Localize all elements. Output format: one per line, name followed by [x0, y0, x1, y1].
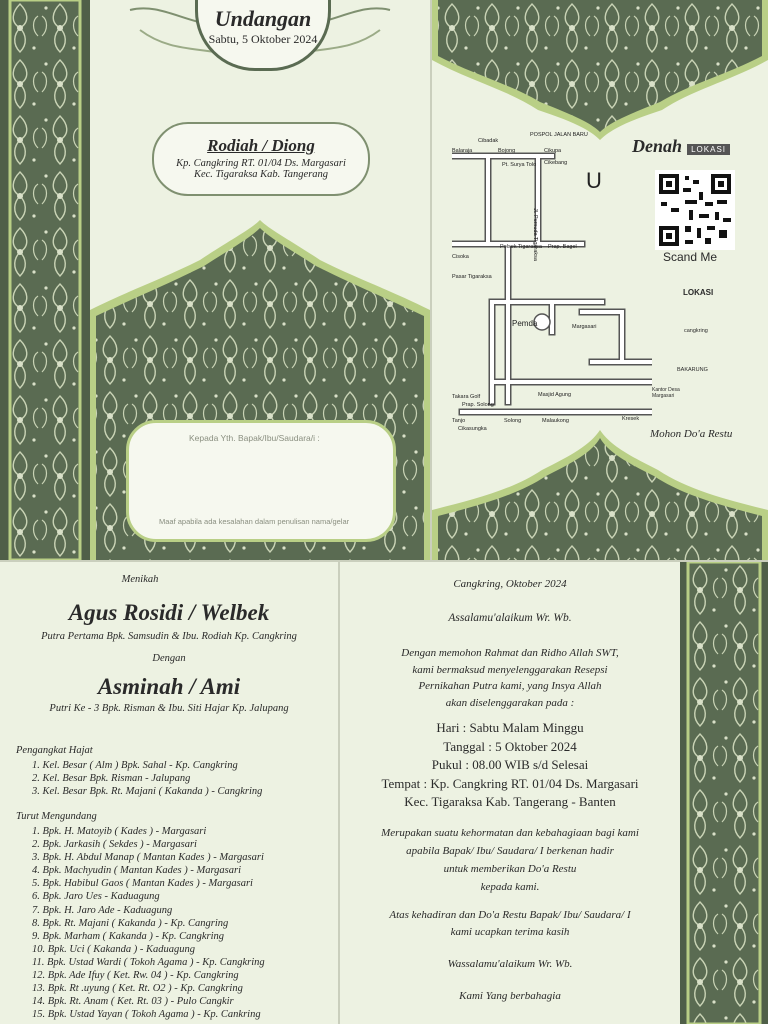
- event-time: Pukul : 08.00 WIB s/d Selesai: [431, 757, 589, 772]
- map-label-cisoka: Cisoka: [452, 254, 469, 260]
- map-label-jl-pemuda: Jl. Pemuda Tigaraksa: [532, 208, 538, 261]
- list-item: 3. Bpk. H. Abdul Manap ( Mantan Kades ) - Margasari: [32, 852, 264, 864]
- map-label-cikupa: Cikupa: [544, 148, 562, 154]
- map-label-polsek: Polsek Tigaraksa: [500, 244, 542, 250]
- pengangkat-title: Pengangkat Hajat: [16, 745, 93, 756]
- list-item: 13. Bpk. Rt .uyung ( Ket. Rt. O2 ) - Kp. Cangkring: [32, 983, 243, 995]
- map-label-kantor-desa: Kantor Desa Margasari: [652, 387, 680, 399]
- map-closing: Mohon Do'a Restu: [650, 428, 733, 440]
- invitation-title: Undangan: [214, 6, 312, 31]
- groom-parents: Putra Pertama Bpk. Samsudin & Ibu. Rodiah Kp. Cangkring: [41, 631, 297, 642]
- recipient-label: Kepada Yth. Bapak/Ibu/Saudara/i :: [189, 433, 320, 443]
- ornament-strip-right: [680, 562, 768, 1024]
- map-label-malaukong: Malaukong: [542, 418, 569, 424]
- intro-line: Pernikahan Putra kami, yang Insya Allah: [418, 680, 602, 692]
- list-item: 1. Bpk. H. Matoyib ( Kades ) - Margasari: [32, 826, 207, 837]
- qr-code-icon: [655, 170, 735, 250]
- map-label-cikebang: Cikebang: [544, 160, 568, 166]
- names-cartouche: [152, 122, 370, 196]
- map-label-tanjo: Tanjo: [452, 418, 466, 424]
- list-item: 5. Bpk. Habibul Gaos ( Mantan Kades ) - Margasari: [32, 878, 253, 890]
- thanks-line: kami ucapkan terima kasih: [450, 926, 570, 938]
- thanks-text: [340, 907, 680, 941]
- recipient-box[interactable]: [126, 420, 396, 542]
- map-bottom-arch: [432, 430, 768, 560]
- closing-signature: Kami Yang berbahagia: [459, 990, 561, 1002]
- qr-code[interactable]: [655, 170, 735, 250]
- pengangkat-list: [32, 759, 262, 798]
- map-label-solong: Solong: [504, 418, 522, 424]
- cover-panel: [90, 0, 430, 560]
- turut-title: Turut Mengundang: [16, 811, 97, 822]
- event-place-2: Kec. Tigaraksa Kab. Tangerang - Banten: [404, 794, 616, 809]
- list-item: 1. Kel. Besar ( Alm ) Bpk. Sahal - Kp. Cangkring: [32, 760, 238, 771]
- intro-line: Dengan memohon Rahmat dan Ridho Allah SWT,: [401, 647, 619, 659]
- list-item: 10. Bpk. Uci ( Kakanda ) - Kaduagung: [32, 943, 196, 955]
- map-label-cibadak: Cibadak: [478, 138, 499, 144]
- salam: Assalamu'alaikum Wr. Wb.: [448, 612, 572, 624]
- honor-line: untuk memberikan Do'a Restu: [443, 863, 577, 875]
- map-panel: [432, 0, 768, 560]
- list-item: 7. Bpk. H. Jaro Ade - Kaduagung: [32, 904, 173, 916]
- honor-line: kepada kami.: [480, 881, 540, 893]
- list-item: 4. Bpk. Machyudin ( Mantan Kades ) - Margasari: [32, 865, 241, 877]
- left-page: [0, 562, 338, 1024]
- menikah-label: Menikah: [121, 574, 159, 585]
- honor-line: apabila Bapak/ Ibu/ Saudara/ I berkenan hadir: [406, 845, 614, 857]
- map-title-box: LOKASI: [687, 144, 730, 155]
- event-date: Tanggal : 5 Oktober 2024: [443, 738, 577, 754]
- cover-date: Sabtu, 5 Oktober 2024: [208, 32, 318, 46]
- bride-name: Asminah / Ami: [97, 674, 241, 699]
- place-date: Cangkring, Oktober 2024: [453, 578, 567, 590]
- cover-names: Rodiah / Diong: [207, 136, 315, 155]
- map-label-takara: Takara Golf: [452, 394, 481, 400]
- map-title: [632, 136, 730, 157]
- map-label-cikasungka: Cikasungka: [458, 426, 487, 432]
- wassalam: Wassalamu'alaikum Wr. Wb.: [447, 958, 573, 970]
- list-item: 12. Bpk. Ade Ifuy ( Ket. Rw. 04 ) - Kp. Cangkring: [32, 970, 239, 982]
- groom-name: Agus Rosidi / Welbek: [68, 600, 270, 625]
- list-item: 3. Kel. Besar Bpk. Rt. Majani ( Kakanda ) - Cangkring: [32, 786, 263, 798]
- event-place: Tempat : Kp. Cangkring RT. 01/04 Ds. Margasari: [381, 775, 639, 791]
- list-item: 6. Bpk. Jaro Ues - Kaduagung: [32, 891, 160, 903]
- honor-line: Merupakan suatu kehormatan dan kebahagiaan bagi kami: [381, 827, 639, 839]
- event-day: Hari : Sabtu Malam Minggu: [436, 720, 584, 735]
- map-label-masjid: Masjid Agung: [538, 392, 572, 398]
- list-item: 2. Bpk. Jarkasih ( Sekdes ) - Margasari: [32, 839, 197, 851]
- list-item: 2. Kel. Besar Bpk. Risman - Jalupang: [32, 773, 191, 785]
- apology-note: Maaf apabila ada kesalahan dalam penulisan nama/gelar: [159, 517, 350, 526]
- map-label-bojong: Bojong: [498, 148, 516, 154]
- cover-address-2: Kec. Tigaraksa Kab. Tangerang: [193, 169, 329, 180]
- intro-line: akan diselenggarakan pada :: [445, 696, 575, 709]
- bride-parents: Putri Ke - 3 Bpk. Risman & Ibu. Siti Hajar Kp. Jalupang: [49, 703, 289, 714]
- event-details: [340, 719, 680, 812]
- map-label-pasar: Pasar Tigaraksa: [452, 274, 492, 280]
- qr-caption: Scand Me: [663, 250, 718, 264]
- map-title-script: Denah: [632, 136, 683, 156]
- list-item: 8. Bpk. Rt. Majani ( Kakanda ) - Kp. Cangring: [32, 917, 229, 929]
- list-item: 15. Bpk. Ustad Yayan ( Tokoh Agama ) - Kp. Cankring: [32, 1009, 261, 1021]
- map-label-cangkring: cangkring: [684, 328, 708, 334]
- map-label-prap-bagal: Prap. Bagel: [548, 244, 577, 250]
- location-map: [452, 132, 652, 432]
- intro-line: kami bermaksud menyelenggarakan Resepsi: [412, 663, 608, 676]
- dengan-label: Dengan: [152, 653, 186, 664]
- cover-address-1: Kp. Cangkring RT. 01/04 Ds. Margasari: [176, 158, 346, 169]
- list-item: 14. Bpk. Rt. Anam ( Ket. Rt. 03 ) - Pulo Cangkir: [32, 996, 234, 1008]
- lokasi-label: LOKASI: [683, 288, 714, 297]
- map-label-bakarung: BAKARUNG: [677, 367, 708, 373]
- ornament-strip-left: [0, 0, 90, 560]
- intro-text: [340, 645, 680, 711]
- list-item: 9. Bpk. Marham ( Kakanda ) - Kp. Cangkring: [32, 930, 224, 942]
- list-item: 11. Bpk. Ustad Wardi ( Tokoh Agama ) - Kp. Cangkring: [32, 956, 265, 968]
- map-label-kresek: Kresek: [622, 416, 640, 422]
- thanks-line: Atas kehadiran dan Do'a Restu Bapak/ Ibu/ Saudara/ I: [389, 909, 631, 921]
- map-label-pemda: Pemda: [512, 319, 538, 328]
- map-label-margasari: Margasari: [572, 324, 597, 330]
- map-label-balaraja: Balaraja: [452, 148, 473, 154]
- map-label-pt-surya: Pt. Surya Tolo: [502, 162, 537, 168]
- map-label-prap-solong: Prap. Solong: [462, 402, 494, 408]
- right-page: [340, 562, 680, 1024]
- map-label-pospol: POSPOL JALAN BARU: [530, 132, 588, 138]
- north-indicator: U: [586, 168, 602, 193]
- turut-list: [32, 825, 265, 1021]
- honor-text: [340, 824, 680, 896]
- map-top-arch: [432, 0, 768, 140]
